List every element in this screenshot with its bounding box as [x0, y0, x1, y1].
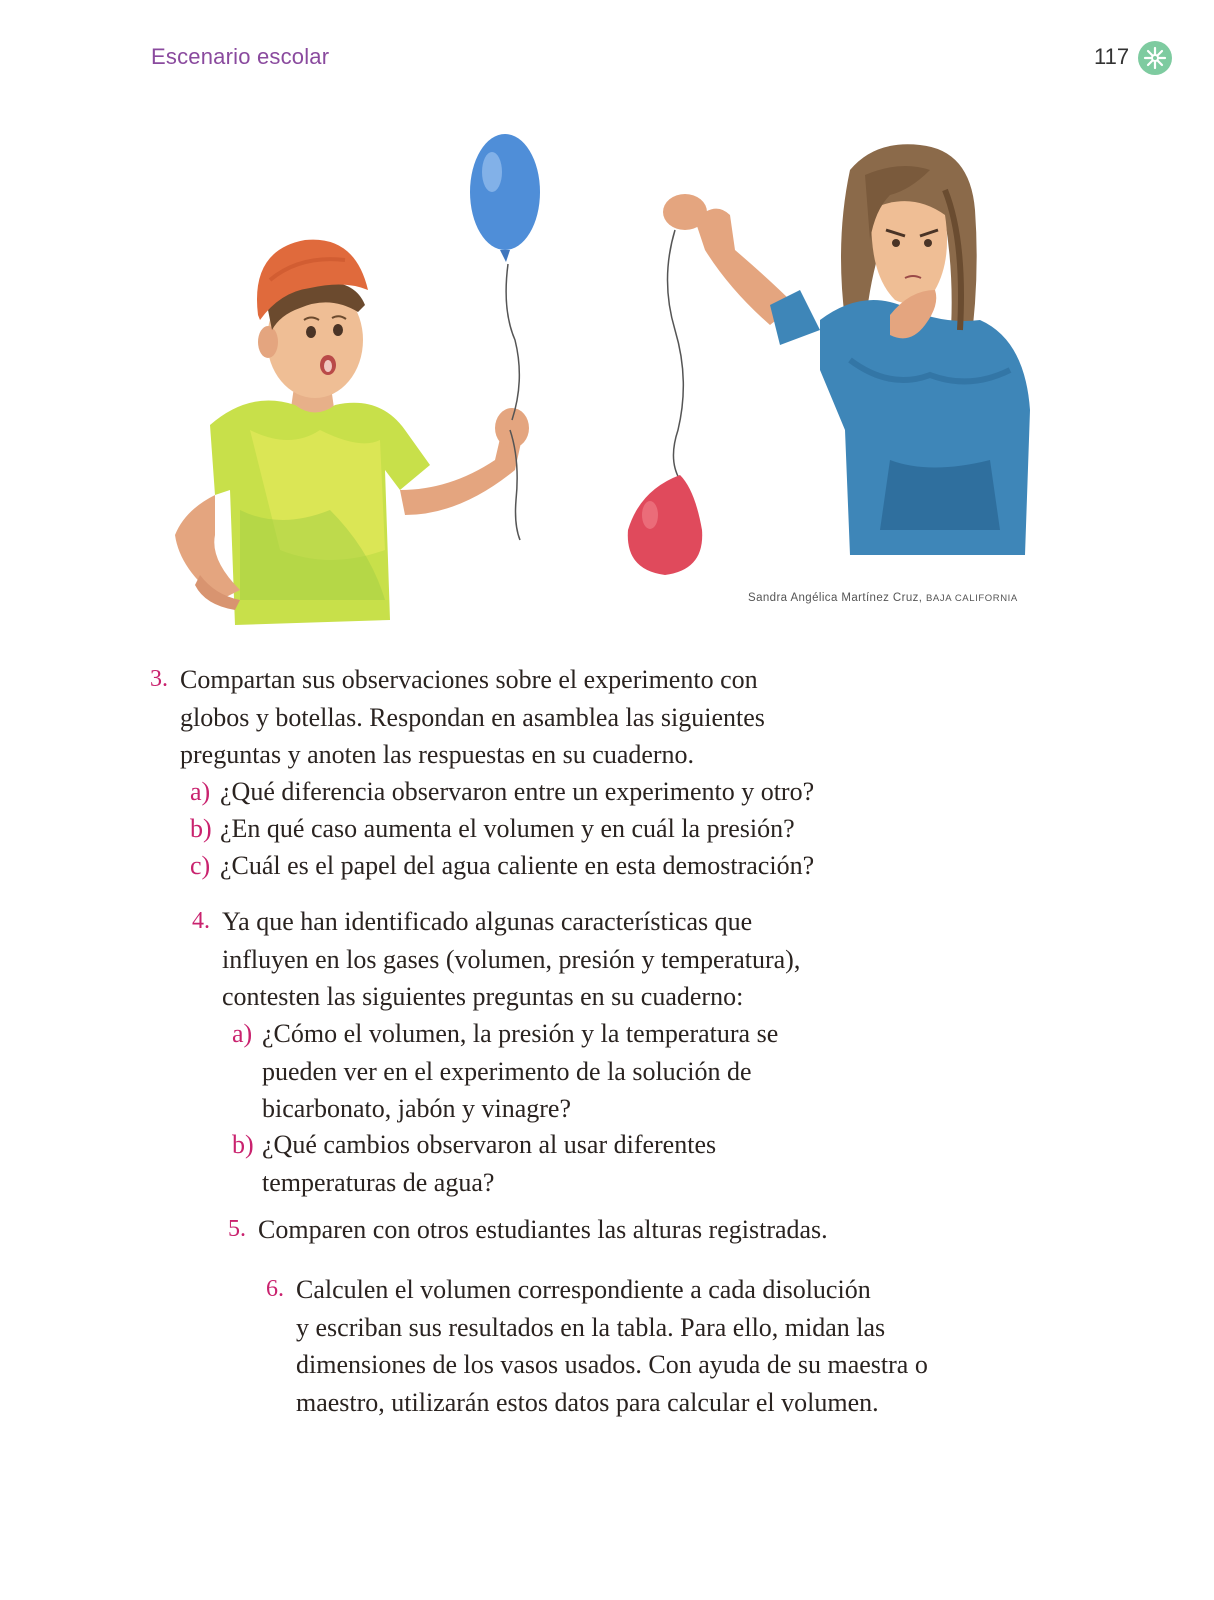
- sub-question-text: ¿Qué diferencia observaron entre un experimento y otro?: [220, 777, 815, 806]
- red-balloon: [628, 230, 702, 575]
- sub-question-letter: b): [232, 1130, 254, 1159]
- girl-figure: [663, 144, 1030, 555]
- sub-question-letter: c): [190, 851, 211, 880]
- watercolor-illustration: [130, 130, 1060, 630]
- question-text-line: contesten las siguientes preguntas en su cuaderno:: [222, 982, 744, 1011]
- boy-figure: [175, 240, 529, 625]
- flower-badge-icon: [1138, 41, 1172, 75]
- illustration-credit: [748, 592, 1018, 604]
- sub-question-text-line: ¿Cómo el volumen, la presión y la temperatura se: [262, 1019, 779, 1048]
- sub-question-letter: a): [190, 777, 211, 806]
- question-text: Comparen con otros estudiantes las alturas registradas.: [258, 1215, 828, 1244]
- sub-question-text: ¿Cuál es el papel del agua caliente en esta demostración?: [220, 851, 815, 880]
- question-text-line: Calculen el volumen correspondiente a cada disolución: [296, 1275, 871, 1304]
- question-text-line: globos y botellas. Respondan en asamblea las siguientes: [180, 702, 765, 732]
- sub-question-text-line: pueden ver en el experimento de la solución de: [262, 1056, 752, 1086]
- question-text-line: Compartan sus observaciones sobre el experimento con: [180, 665, 758, 694]
- sub-question-letter: b): [190, 814, 212, 843]
- credit-state: BAJA CALIFORNIA: [925, 593, 1018, 604]
- question-text-line: dimensiones de los vasos usados. Con ayuda de su maestra o: [296, 1350, 928, 1379]
- sub-question-letter: a): [232, 1019, 253, 1048]
- question-number: 3.: [150, 666, 168, 692]
- sub-question-text: ¿En qué caso aumenta el volumen y en cuál la presión?: [220, 814, 795, 843]
- sub-question-text-line: ¿Qué cambios observaron al usar diferentes: [262, 1130, 717, 1159]
- question-text-line: preguntas y anoten las respuestas en su cuaderno.: [180, 740, 695, 769]
- question-number: 6.: [266, 1276, 284, 1302]
- page-number: 117: [1094, 44, 1130, 69]
- sub-question-text-line: temperaturas de agua?: [262, 1167, 495, 1197]
- question-number: 5.: [228, 1216, 246, 1242]
- question-text-line: maestro, utilizarán estos datos para calcular el volumen.: [296, 1387, 879, 1417]
- credit-author: Sandra Angélica Martínez Cruz,: [748, 592, 923, 604]
- question-number: 4.: [192, 908, 210, 934]
- question-text-line: y escriban sus resultados en la tabla. Para ello, midan las: [296, 1312, 886, 1342]
- section-title: Escenario escolar: [151, 44, 330, 69]
- question-text-line: Ya que han identificado algunas características que: [222, 907, 753, 936]
- sub-question-text-line: bicarbonato, jabón y vinagre?: [262, 1094, 571, 1123]
- question-text-line: influyen en los gases (volumen, presión y temperatura),: [222, 944, 801, 974]
